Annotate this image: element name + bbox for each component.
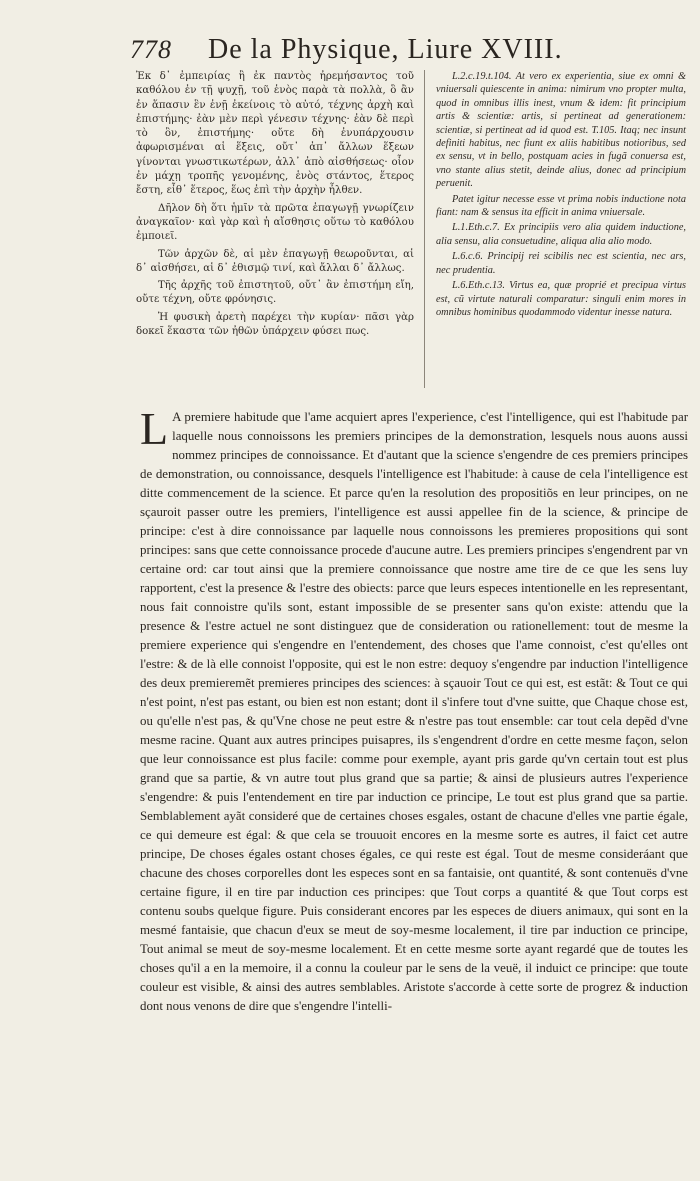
french-paragraph-text: A premiere habitude que l'ame acquiert apres l'experience, c'est l'intelligence, qui est l'habitude par laquelle nous connoissons les premiers principes de la demonstration, lesquels nous auons aussi nommez principes de connoissance. Et d'autant que la science s'engendre de ces premiers principes de demonstration, ou connoissance, desquels l'intelligence est l'habitude: à cause de cela l'intelligence est ditte commencement de la science. Et parce qu'en la resolution des propositiõs en leur principes, on ne sçauroit passer outre les premiers, l'intelligence est aussi appellee fin de la science, & principe de principe: c'est à dire connoissance par laquelle nous connoissons les premieres propositions qui sont principes: sans que cette connoissance procede d'aucune autre. Les premiers principes s'engendrent par vn certaine ord: car tout ainsi que la premiere connoissance que nostre ame tire de ce que les sens luy rapportent, c'est la presence & l'estre des obiects: parce que leurs especes intentionelle en les representant, nous fait connoistre qu'ils sont, estant impossible de se presenter sans qu'on existe: attendu que la presence & l'estre actuel ne sont distinguez que de consideration ou rationellement: tout de mesme la premiere experience qui s'engendre en l'entendement, des choses que l'ame connoist, c'est qu'elles ont l'estre: & de là elle connoist l'opposite, qui est le non estre: dequoy s'engendre par induction l'intelligence des deux premieremẽt premieres principes des sciences: à sçauoir Tout ce qui est, est estãt: & Tout ce qui n'est point, n'est pas estant, ou bien est non estant; dont il s'infere tout d'vne suitte, que Chaque chose est, ou qu'elle n'est pas, & qu'Vne chose ne peut estre & n'estre pas tout ensemble: car tout cela depẽd d'vne mesme racine. Quant aux autres principes puisapres, ils s'engendrent d'ordre en cette mesme façon, selon que leur connoissance est plus facile: comme pour exemple, ayant pris garde qu'vn certain tout est plus grand que sa partie, & vn autre tout plus grand que sa partie; & ainsi de plusieurs autres l'experience s'engendre: & puis l'entendement en tire par induction ce principe, Le tout est plus grand que sa partie. Semblablement ayãt consideré que de certaines choses esgales, ostant de chacune d'elles vne partie égale, ce qui demeure est égal: & que cela se trouuoit encores en la mesme sorte es autres, il faict cet autre principe, De choses égales ostant choses égales, ce qui reste est égal. Tout de mesme consideráant que chacune des choses corporelles dont les especes sont en sa fantaisie, ont quantité, & sont contenuës d'vne certaine figure, il en tire par induction ces principes: que Tout corps a quantité & que Tout corps est contenu soubs quelque figure. Puis considerant encores par les especes de diuers animaux, qui sont en la mesmé fantaisie, que chacun d'eux se meut de soy-mesme localement, il tire par induction ce principe, Tout animal se meut de soy-mesme localement. Et en cette mesme sorte ayant regardé que de toutes les choses qu'il a en la memoire, il a connu la couleur par le sens de la veuë, il induict ce principe: que toute couleur est visible, & ainsi des autres semblables. Aristote s'accorde à cette sorte de progrez & induction dont nous venons de dire que s'engendre l'intelli- bbox=[140, 410, 688, 1013]
greek-quotation-column bbox=[136, 70, 414, 339]
greek-paragraph: Τῆς ἀρχῆς τοῦ ἐπιστητοῦ, οὔτ᾽ ἂν ἐπιστήμη εἴη, οὔτε τέχνη, οὔτε φρόνησις. bbox=[136, 280, 414, 306]
latin-paragraph: L.1.Eth.c.7. Ex principiis vero alia quidem inductione, alia sensu, alia consuetudine, aliqua alia alio modo. bbox=[436, 222, 686, 247]
latin-paragraph: Patet igitur necesse esse vt prima nobis inductione nota fiant: nam & sensus ita efficit in anima vniuersale. bbox=[436, 193, 686, 219]
drop-cap: L bbox=[140, 403, 169, 454]
greek-paragraph: Τῶν ἀρχῶν δὲ, αἱ μὲν ἐπαγωγῇ θεωροῦνται, αἱ δ᾽ αἰσθήσει, αἱ δ᾽ ἐθισμῷ τινί, καὶ ἄλλαι δ᾽ ἄλλως. bbox=[136, 248, 414, 274]
latin-translation-column bbox=[436, 70, 686, 321]
page-header bbox=[130, 34, 610, 66]
latin-paragraph: L.2.c.19.t.104. At vero ex experientia, siue ex omni & vniuersali quiescente in anima: nimirum vno propter multa, quod in omnibus illis inest, vnum & idem: fit principium artis & scientiæ: artis, si pertineat ad generationem: scientiæ, si pertineat ad id quod est. T.105. Itaq; nec insunt definiti habitus, nec fiunt ex aliis habitibus notioribus, sed ex sensu, vt in bello, postquam acies in fugã conuersa est, vno stante alius stetit, deinde alius, donec ad principium peruenit. bbox=[436, 71, 686, 190]
running-title: De la Physique, Liure XVIII. bbox=[208, 34, 563, 65]
latin-paragraph: L.6.c.6. Principij rei scibilis nec est scientia, nec ars, nec prudentia. bbox=[436, 251, 686, 276]
greek-paragraph: Ἡ φυσικὴ ἀρετὴ παρέχει τὴν κυρίαν· πᾶσι γὰρ δοκεῖ ἕκαστα τῶν ἠθῶν ὑπάρχειν φύσει πως. bbox=[136, 311, 414, 338]
column-divider bbox=[424, 70, 425, 388]
latin-paragraph: L.6.Eth.c.13. Virtus ea, quæ proprié et precipua virtus est, cũ virtute naturali comparatur: singuli enim mores in omnibus hominibus quodammodo videntur inesse natura. bbox=[436, 280, 686, 318]
french-paragraph bbox=[140, 403, 688, 1016]
french-body-text bbox=[140, 403, 688, 1016]
page-number: 778 bbox=[130, 35, 172, 64]
greek-paragraph: Δῆλον δὴ ὅτι ἡμῖν τὰ πρῶτα ἐπαγωγῇ γνωρίζειν ἀναγκαῖον· καὶ γὰρ καὶ ἡ αἴσθησις οὕτω τὸ καθόλου ἐμποιεῖ. bbox=[136, 202, 414, 243]
greek-paragraph: Ἐκ δ᾽ ἐμπειρίας ἢ ἐκ παντὸς ἠρεμήσαντος τοῦ καθόλου ἐν τῇ ψυχῇ, τοῦ ἑνὸς παρὰ τὰ πολλὰ, ὃ ἂν ἐν ἅπασιν ἓν ἐνῇ ἐκείνοις τὸ αὐτό, τέχνης ἀρχὴ καὶ ἐπιστήμης· ἐὰν μὲν περὶ γένεσιν τέχνης· ἐὰν δὲ περὶ τὸ ὂν, ἐπιστήμης· οὔτε δὴ ἐνυπάρχουσιν ἀφωρισμέναι αἱ ἕξεις, οὔτ᾽ ἀπ᾽ ἄλλων ἕξεων γίνονται γνωστικωτέρων, ἀλλ᾽ ἀπὸ αἰσθήσεως· οἷον ἐν μάχῃ τροπῆς γενομένης, ἑνὸς στάντος, ἕτερος ἔστη, εἶθ᾽ ἕτερος, ἕως ἐπὶ τὴν ἀρχὴν ἦλθεν. bbox=[136, 71, 414, 197]
